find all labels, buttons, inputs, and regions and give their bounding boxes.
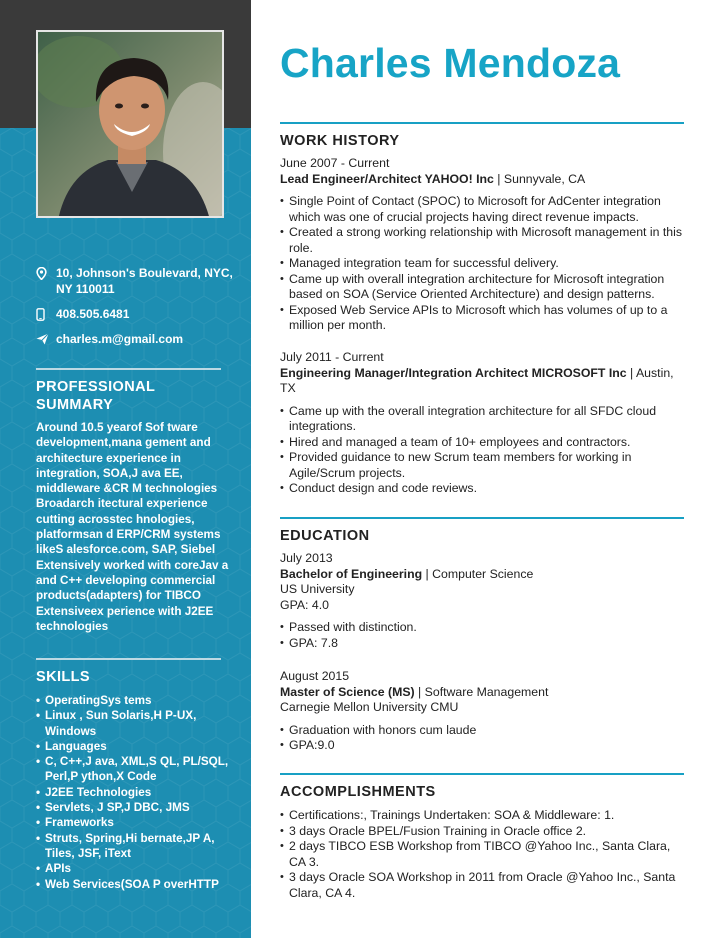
education-date: August 2015 (280, 669, 350, 683)
job-title-line: Engineering Manager/Integration Architect MICROSOFT Inc | Austin, TX (280, 365, 674, 395)
skill-item: • C, C++,J ava, XML,S QL, PL/SQL, Perl,P ython,X Code (36, 754, 236, 785)
job-bullet: • Single Point of Contact (SPOC) to Microsoft for AdCenter integration which was one of crucial projects having direct revenue impacts. (280, 194, 684, 225)
job-location: Sunnyvale, CA (503, 171, 586, 186)
education-heading: EDUCATION (280, 528, 370, 544)
paper-plane-icon (36, 331, 56, 347)
skill-item: • J2EE Technologies (36, 785, 236, 800)
education-degree: Master of Science (MS) (280, 684, 415, 699)
contact-address: 10, Johnson's Boulevard, NYC, NY 110011 (56, 266, 233, 296)
education-bullet: • GPA: 7.8 (280, 636, 684, 652)
job-dates: July 2011 - Current (280, 350, 384, 364)
contact-email-row (36, 331, 236, 347)
job-bullets (280, 194, 684, 334)
sidebar-divider (36, 658, 221, 660)
job-dates: June 2007 - Current (280, 156, 390, 170)
profile-photo (36, 30, 224, 218)
job-title: Engineering Manager/Integration Architect MICROSOFT Inc (280, 365, 627, 380)
accomplishments-heading: ACCOMPLISHMENTS (280, 784, 436, 800)
job-bullet: • Created a strong working relationship with Microsoft management in this role. (280, 225, 684, 256)
skills-list (36, 693, 236, 892)
job-location: Austin, TX (280, 365, 674, 395)
education-entry (280, 551, 684, 651)
job-bullet: • Came up with overall integration architecture for Microsoft integration based on SOA (Service Oriented Architecture) and design patterns. (280, 272, 684, 303)
location-pin-icon (36, 265, 56, 281)
education-entry (280, 669, 684, 754)
education-field: Computer Science (432, 566, 534, 581)
job-bullet: • Came up with the overall integration architecture for all SFDC cloud integrations. (280, 404, 684, 435)
skill-item: • Struts, Spring,Hi bernate,JP A, Tiles, JSF, iText (36, 831, 236, 862)
job-bullet: • Provided guidance to new Scrum team members for working in Agile/Scrum projects. (280, 450, 684, 481)
education-school: US University (280, 582, 355, 596)
contact-email[interactable]: charles.m@gmail.com (56, 332, 184, 346)
job-title-line: Lead Engineer/Architect YAHOO! Inc | Sunnyvale, CA (280, 171, 586, 186)
section-divider (280, 773, 684, 775)
education-bullet: • GPA:9.0 (280, 738, 684, 754)
accomplishment-item: • 3 days Oracle SOA Workshop in 2011 from Oracle @Yahoo Inc., Santa Clara, CA 4. (280, 870, 684, 901)
education-date: July 2013 (280, 551, 333, 565)
skill-item: • Web Services(SOA P overHTTP (36, 877, 236, 892)
section-divider (280, 122, 684, 124)
job-bullet: • Managed integration team for successful delivery. (280, 256, 684, 272)
education-field: Software Management (424, 684, 549, 699)
skill-item: • Frameworks (36, 815, 236, 830)
education-bullets (280, 620, 684, 651)
education-school: Carnegie Mellon University CMU (280, 700, 459, 714)
sidebar-divider (36, 368, 221, 370)
education-bullets (280, 723, 684, 754)
contact-phone[interactable]: 408.505.6481 (56, 307, 130, 321)
job-title: Lead Engineer/Architect YAHOO! Inc (280, 171, 494, 186)
job-bullet: • Exposed Web Service APIs to Microsoft which has volumes of up to a million per month. (280, 303, 684, 334)
job-entry (280, 350, 684, 497)
summary-text: Around 10.5 yearof Sof tware development,mana gement and architecture experience in integration, SOA,J ava EE, middleware &CR M technologies Broadarch itectural experience cutting acrosstec hnologies, platformsan d ERP/CRM systems likeS alesforce.com, SAP, Siebel Extensively worked with coreJav a and C++ developing commercial products(adapters) for TIBCO Extensiveex perience with J2EE technologies (36, 421, 229, 633)
skill-item: • Servlets, J SP,J DBC, JMS (36, 800, 236, 815)
job-entry (280, 156, 684, 334)
accomplishments-entry (280, 801, 684, 901)
education-degree-line: Master of Science (MS) | Software Management (280, 684, 549, 699)
skill-item: • Linux , Sun Solaris,H P-UX, Windows (36, 708, 236, 739)
accomplishment-item: • 2 days TIBCO ESB Workshop from TIBCO @Yahoo Inc., Santa Clara, CA 3. (280, 839, 684, 870)
skill-item: • Languages (36, 739, 236, 754)
summary-heading: PROFESSIONAL SUMMARY (36, 379, 155, 413)
work-history-heading: WORK HISTORY (280, 133, 400, 149)
sidebar (0, 0, 251, 938)
contact-phone-row (36, 306, 236, 322)
contact-info (36, 265, 236, 356)
accomplishment-bullets (280, 808, 684, 901)
skill-item: • APIs (36, 861, 236, 876)
skills-heading: SKILLS (36, 669, 90, 685)
education-bullet: • Passed with distinction. (280, 620, 684, 636)
section-divider (280, 517, 684, 519)
accomplishment-item: • Certifications:, Trainings Undertaken: SOA & Middleware: 1. (280, 808, 684, 824)
skill-item: • OperatingSys tems (36, 693, 236, 708)
education-degree: Bachelor of Engineering (280, 566, 423, 581)
education-bullet: • Graduation with honors cum laude (280, 723, 684, 739)
education-degree-line: Bachelor of Engineering | Computer Science (280, 566, 534, 581)
education-gpa: GPA: 4.0 (280, 597, 329, 612)
job-bullets (280, 404, 684, 497)
job-bullet: • Conduct design and code reviews. (280, 481, 684, 497)
job-bullet: • Hired and managed a team of 10+ employees and contractors. (280, 435, 684, 451)
mobile-phone-icon (36, 306, 56, 322)
accomplishment-item: • 3 days Oracle BPEL/Fusion Training in Oracle office 2. (280, 824, 684, 840)
contact-address-row (36, 265, 236, 297)
candidate-name: Charles Mendoza (280, 40, 621, 86)
